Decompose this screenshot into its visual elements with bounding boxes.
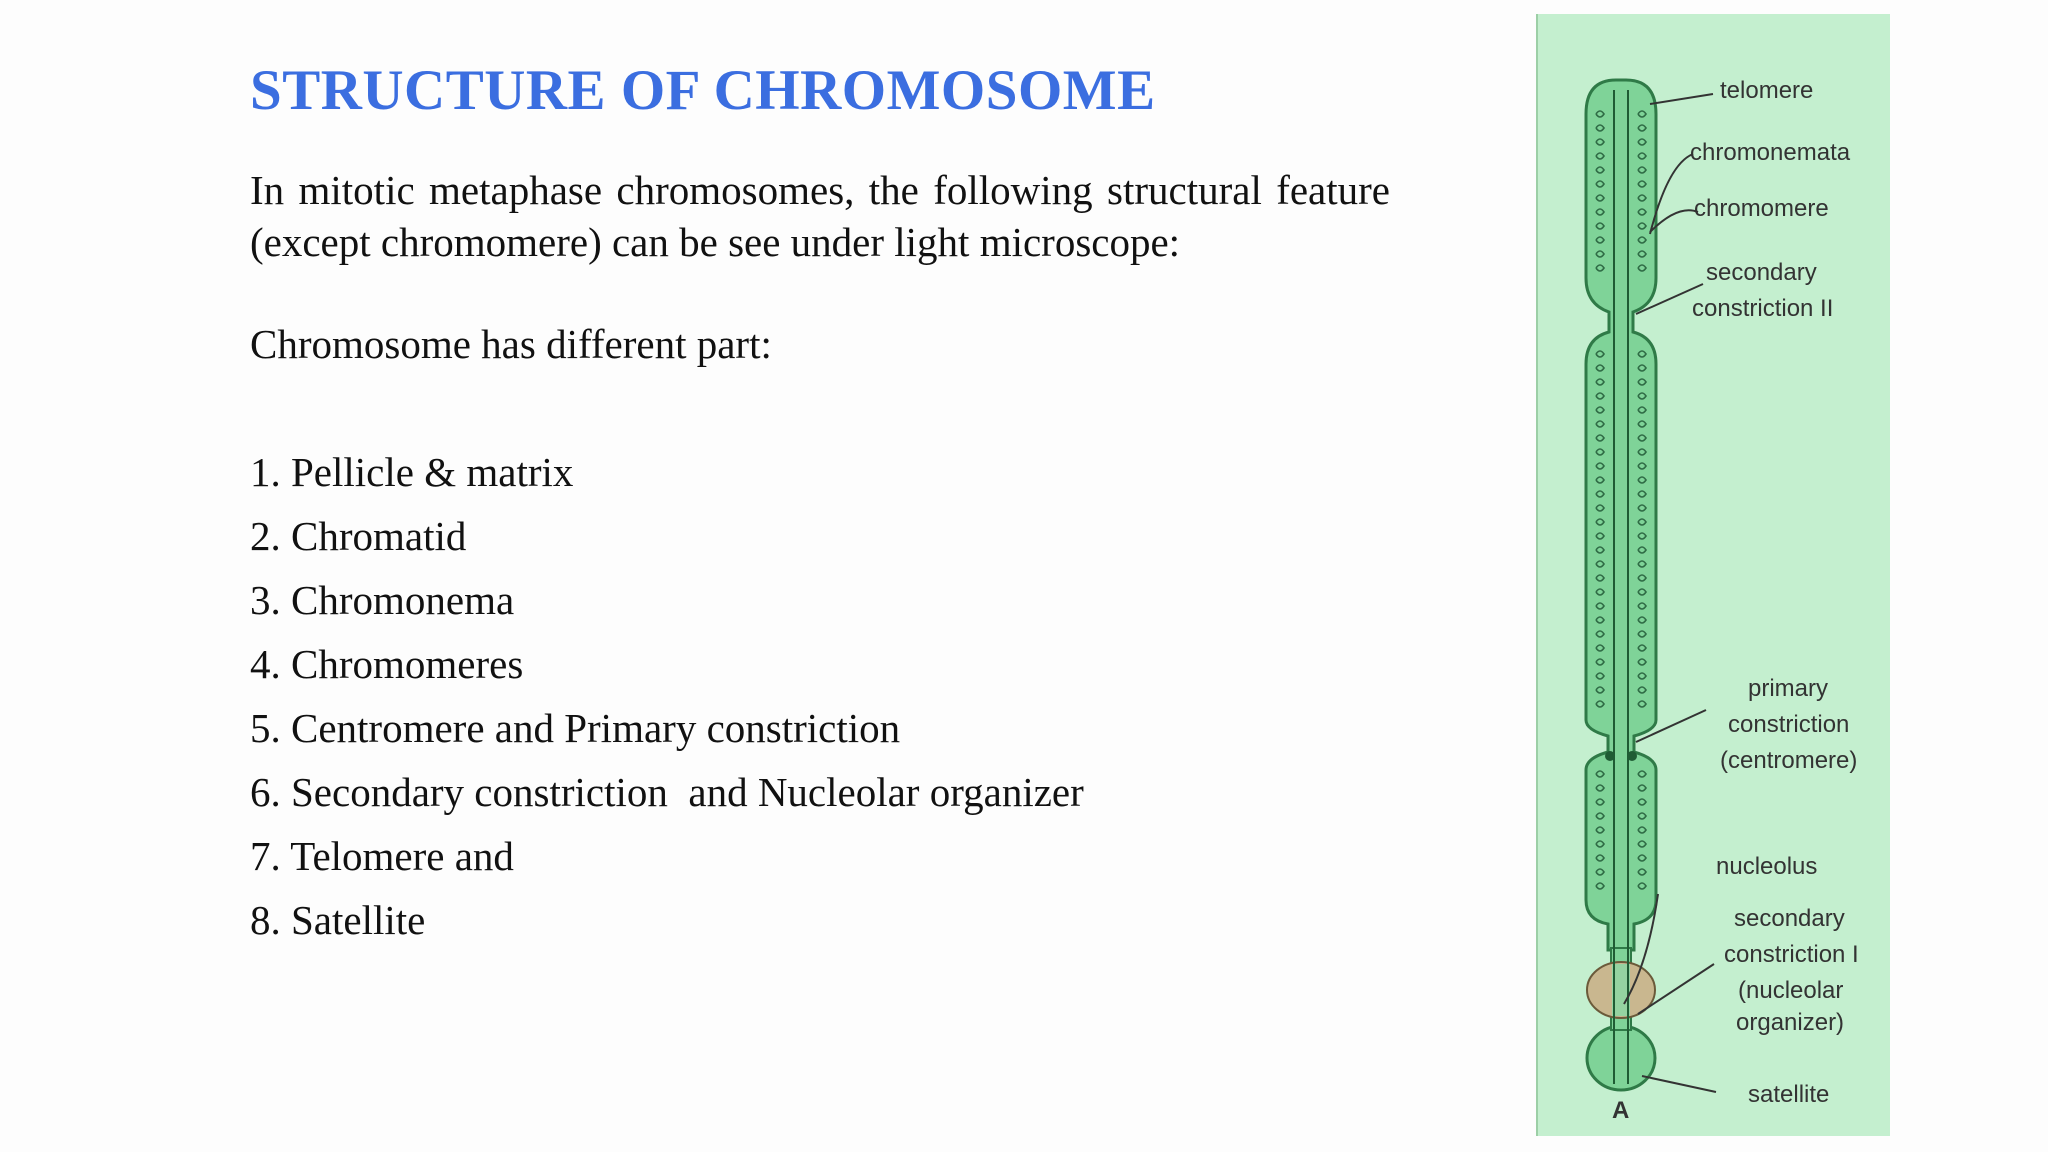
centromere-dot-right (1627, 751, 1637, 761)
chromosome-body (1586, 80, 1656, 1090)
label-secondary-constriction-1-line2: constriction I (1724, 941, 1859, 968)
list-item: 3. Chromonema (250, 577, 515, 623)
parts-list (250, 446, 1084, 958)
label-satellite: satellite (1748, 1081, 1830, 1108)
label-secondary-constriction-1-line4: organizer) (1736, 1009, 1845, 1036)
list-item: 5. Centromere and Primary constriction (250, 705, 901, 751)
list-item: 4. Chromomeres (250, 641, 524, 687)
label-telomere: telomere (1720, 77, 1814, 104)
label-primary-constriction-line1: primary (1748, 675, 1829, 702)
label-panel: A (1612, 1097, 1630, 1124)
list-item: 8. Satellite (250, 897, 426, 943)
parts-heading: Chromosome has different part: (250, 321, 772, 367)
slide-title: STRUCTURE OF CHROMOSOME (250, 59, 1156, 122)
list-item: 6. Secondary constriction and Nucleolar organizer (250, 769, 1084, 815)
label-primary-constriction-line2: constriction (1728, 711, 1850, 738)
intro-paragraph: In mitotic metaphase chromosomes, the following structural feature (except chromomere) can be see under light microscope: (250, 167, 1390, 265)
label-nucleolus: nucleolus (1716, 853, 1818, 880)
label-secondary-constriction-2-line2: constriction II (1692, 295, 1834, 322)
list-item: 7. Telomere and (250, 833, 514, 879)
label-chromonemata: chromonemata (1690, 139, 1851, 166)
satellite-shape (1587, 1026, 1655, 1090)
label-primary-constriction-line3: (centromere) (1720, 747, 1858, 774)
list-item: 2. Chromatid (250, 513, 467, 559)
label-secondary-constriction-2-line1: secondary (1706, 259, 1817, 286)
chromosome-diagram-svg (1538, 14, 1890, 1136)
centromere-dot-left (1605, 751, 1615, 761)
label-secondary-constriction-1-line1: secondary (1734, 905, 1845, 932)
chromosome-diagram (1536, 14, 1890, 1136)
label-chromomere: chromomere (1694, 195, 1829, 222)
label-secondary-constriction-1-line3: (nucleolar (1738, 977, 1844, 1004)
list-item: 1. Pellicle & matrix (250, 449, 574, 495)
